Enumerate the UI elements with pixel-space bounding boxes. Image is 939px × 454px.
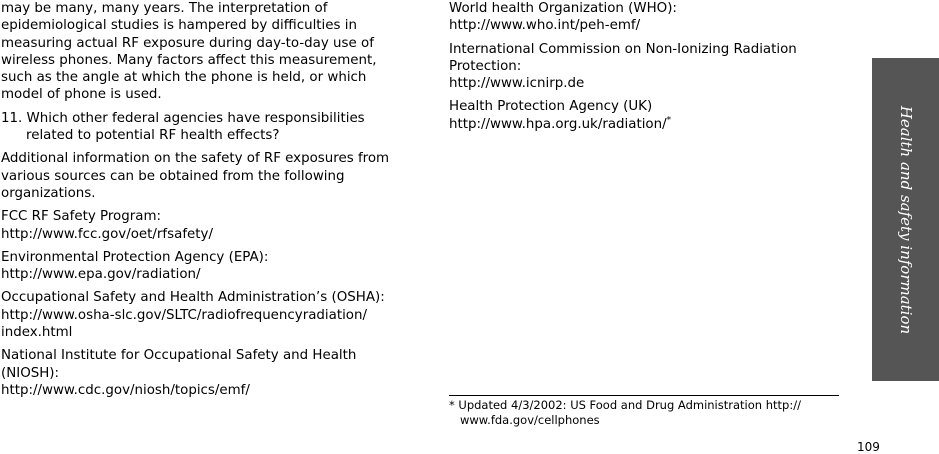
intro-paragraph — [1, 0, 406, 104]
text-line: organizations. — [1, 185, 96, 201]
text-line: model of phone is used. — [1, 87, 162, 103]
footnote — [449, 398, 841, 428]
org-name: FCC RF Safety Program: — [1, 209, 162, 225]
org-name: National Institute for Occupational Safety and Health — [1, 348, 357, 364]
question-line: related to potential RF health effects? — [26, 128, 280, 144]
org-name: Environmental Protection Agency (EPA): — [1, 249, 269, 265]
text-line: various sources can be obtained from the following — [1, 168, 345, 184]
right-column — [449, 0, 841, 139]
url-text: http://www.hpa.org.uk/radiation/ — [449, 116, 667, 132]
section-title: Health and safety information — [896, 105, 915, 334]
org-url — [449, 116, 841, 133]
org-name: Health Protection Agency (UK) — [449, 99, 653, 115]
question-11 — [1, 110, 406, 145]
text-line: measuring actual RF exposure during day-to-day use of — [1, 35, 374, 51]
left-column — [1, 0, 406, 405]
footnote-line: www.fda.gov/cellphones — [460, 413, 600, 427]
org-url: http://www.osha-slc.gov/SLTC/radiofrequencyradiation/ — [1, 307, 367, 323]
page-number: 109 — [857, 440, 880, 454]
icnirp-entry — [449, 41, 841, 93]
org-name: International Commission on Non-Ionizing Radiation — [449, 41, 797, 57]
text-line: wireless phones. Many factors affect this measurement, — [1, 52, 377, 68]
org-url: http://www.who.int/peh-emf/ — [449, 18, 641, 34]
osha-entry — [1, 289, 406, 341]
org-url: index.html — [1, 325, 73, 341]
niosh-entry — [1, 347, 406, 399]
text-line: Additional information on the safety of RF exposures from — [1, 151, 390, 167]
epa-entry — [1, 249, 406, 284]
org-name: World health Organization (WHO): — [449, 1, 677, 16]
info-paragraph — [1, 150, 406, 202]
footnote-marker: * — [666, 115, 672, 126]
hpa-entry — [449, 98, 841, 133]
org-url: http://www.cdc.gov/niosh/topics/emf/ — [1, 382, 250, 398]
text-line: epidemiological studies is hampered by difficulties in — [1, 18, 357, 34]
fcc-entry — [1, 208, 406, 243]
who-entry — [449, 0, 841, 35]
org-name: (NIOSH): — [1, 365, 60, 381]
org-url: http://www.epa.gov/radiation/ — [1, 267, 201, 283]
footnote-divider — [449, 395, 839, 396]
text-line: such as the angle at which the phone is held, or which — [1, 70, 367, 86]
question-line: 11. Which other federal agencies have responsibilities — [1, 110, 365, 126]
text-line: may be many, many years. The interpretation of — [1, 1, 328, 16]
org-url: http://www.icnirp.de — [449, 76, 585, 92]
org-url: http://www.fcc.gov/oet/rfsafety/ — [1, 226, 213, 242]
section-side-tab — [872, 58, 939, 381]
org-name: Protection: — [449, 58, 522, 74]
footnote-line: * Updated 4/3/2002: US Food and Drug Administration http:// — [449, 398, 801, 412]
org-name: Occupational Safety and Health Administration’s (OSHA): — [1, 290, 385, 306]
